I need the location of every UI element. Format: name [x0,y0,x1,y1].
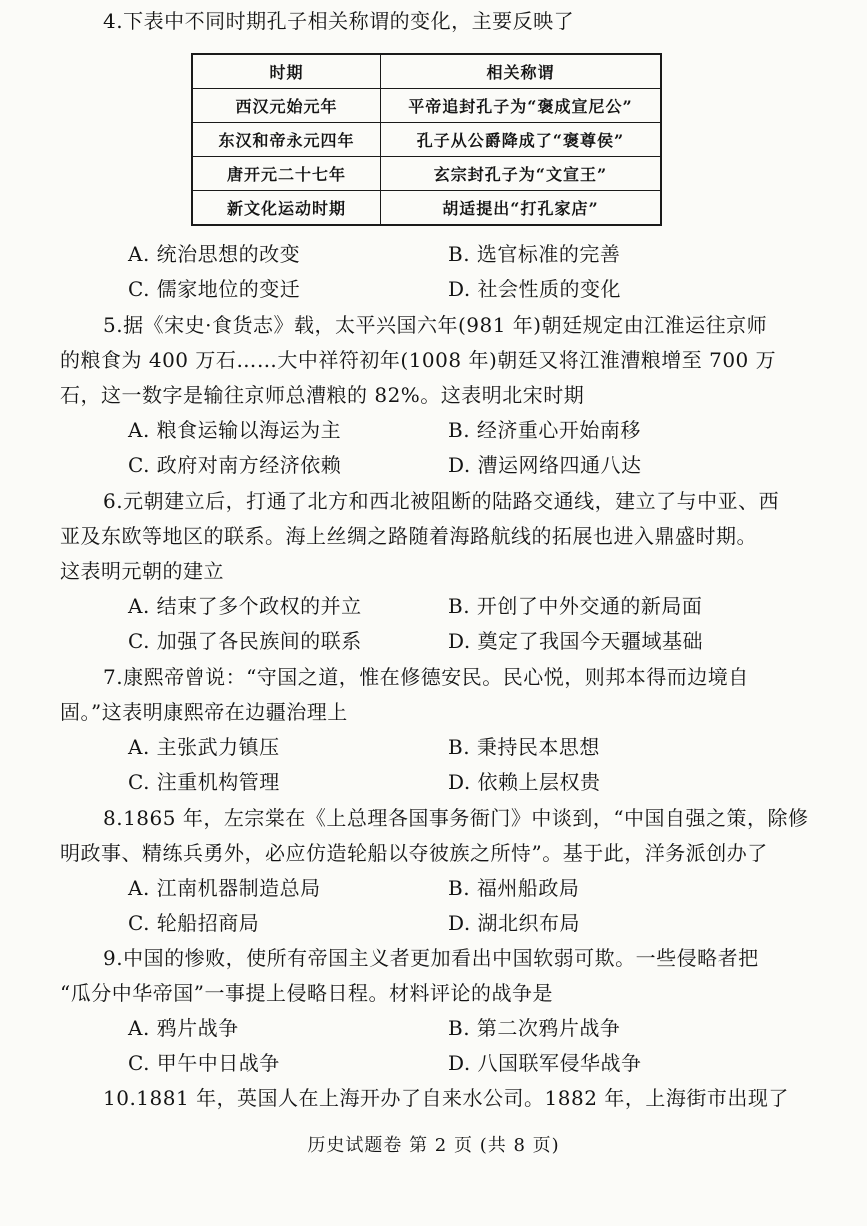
q4-table [191,53,662,226]
q5-line-3: 石，这一数字是输往京师总漕粮的 82%。这表明北宋时期 [60,383,585,407]
table-row [192,191,661,226]
q6-option-a[interactable]: A. 结束了多个政权的并立 [128,594,362,618]
q10-line-1: 10.1881 年，英国人在上海开办了自来水公司。1882 年，上海街市出现了 [103,1086,789,1110]
q5-line-1: 5.据《宋史·食货志》载，太平兴国六年(981 年)朝廷规定由江淮运往京师 [103,313,768,337]
table-row [192,157,661,191]
q5-option-b[interactable]: B. 经济重心开始南移 [448,418,641,442]
table-header-row [192,54,661,89]
q7-line-2: 固。”这表明康熙帝在边疆治理上 [60,700,348,724]
q7-option-b[interactable]: B. 秉持民本思想 [448,735,600,759]
q7-option-d[interactable]: D. 依赖上层权贵 [448,770,601,794]
q6-line-2: 亚及东欧等地区的联系。海上丝绸之路随着海路航线的拓展也进入鼎盛时期。 [60,524,757,548]
q9-option-d[interactable]: D. 八国联军侵华战争 [448,1051,642,1075]
q4-option-b[interactable]: B. 选官标准的完善 [448,242,621,266]
q6-option-b[interactable]: B. 开创了中外交通的新局面 [448,594,703,618]
q9-line-1: 9.中国的惨败，使所有帝国主义者更加看出中国软弱可欺。一些侵略者把 [103,946,759,970]
q7-option-c[interactable]: C. 注重机构管理 [128,770,280,794]
q5-line-2: 的粮食为 400 万石……大中祥符初年(1008 年)朝廷又将江淮漕粮增至 700 万 [60,348,777,372]
q7-line-1: 7.康熙帝曾说：“守国之道，惟在修德安民。民心悦，则邦本得而边境自 [103,665,749,689]
q8-option-d[interactable]: D. 湖北织布局 [448,911,581,935]
page-footer: 历史试题卷 第 2 页 (共 8 页) [307,1135,560,1156]
table-row [192,89,661,123]
table-cell: 玄宗封孔子为“文宣王” [381,157,662,191]
q4-option-d[interactable]: D. 社会性质的变化 [448,277,622,301]
q4-stem: 4.下表中不同时期孔子相关称谓的变化，主要反映了 [103,9,575,33]
q6-option-c[interactable]: C. 加强了各民族间的联系 [128,629,362,653]
q6-line-1: 6.元朝建立后，打通了北方和西北被阻断的陆路交通线，建立了与中亚、西 [103,489,780,513]
table-cell: 新文化运动时期 [192,191,381,226]
q8-option-b[interactable]: B. 福州船政局 [448,876,580,900]
q8-line-1: 8.1865 年，左宗棠在《上总理各国事务衙门》中谈到，“中国自强之策，除修 [103,806,809,830]
table-header-title: 相关称谓 [381,54,662,89]
q9-option-a[interactable]: A. 鸦片战争 [128,1016,239,1040]
table-cell: 西汉元始元年 [192,89,381,123]
table-cell: 东汉和帝永元四年 [192,123,381,157]
q4-option-c[interactable]: C. 儒家地位的变迁 [128,277,301,301]
q9-line-2: “瓜分中华帝国”一事提上侵略日程。材料评论的战争是 [60,981,553,1005]
q6-line-3: 这表明元朝的建立 [60,559,224,583]
table-cell: 胡适提出“打孔家店” [381,191,662,226]
table-header-period: 时期 [192,54,381,89]
q6-option-d[interactable]: D. 奠定了我国今天疆域基础 [448,629,704,653]
q8-option-a[interactable]: A. 江南机器制造总局 [128,876,321,900]
q9-option-b[interactable]: B. 第二次鸦片战争 [448,1016,621,1040]
q9-option-c[interactable]: C. 甲午中日战争 [128,1051,280,1075]
q5-option-c[interactable]: C. 政府对南方经济依赖 [128,453,342,477]
table-cell: 唐开元二十七年 [192,157,381,191]
q5-option-d[interactable]: D. 漕运网络四通八达 [448,453,642,477]
q8-option-c[interactable]: C. 轮船招商局 [128,911,260,935]
q5-option-a[interactable]: A. 粮食运输以海运为主 [128,418,342,442]
q4-option-a[interactable]: A. 统治思想的改变 [128,242,301,266]
table-row [192,123,661,157]
table-cell: 平帝追封孔子为“褒成宣尼公” [381,89,662,123]
table-cell: 孔子从公爵降成了“褒尊侯” [381,123,662,157]
q7-option-a[interactable]: A. 主张武力镇压 [128,735,280,759]
q8-line-2: 明政事、精练兵勇外，必应仿造轮船以夺彼族之所恃”。基于此，洋务派创办了 [60,841,768,865]
